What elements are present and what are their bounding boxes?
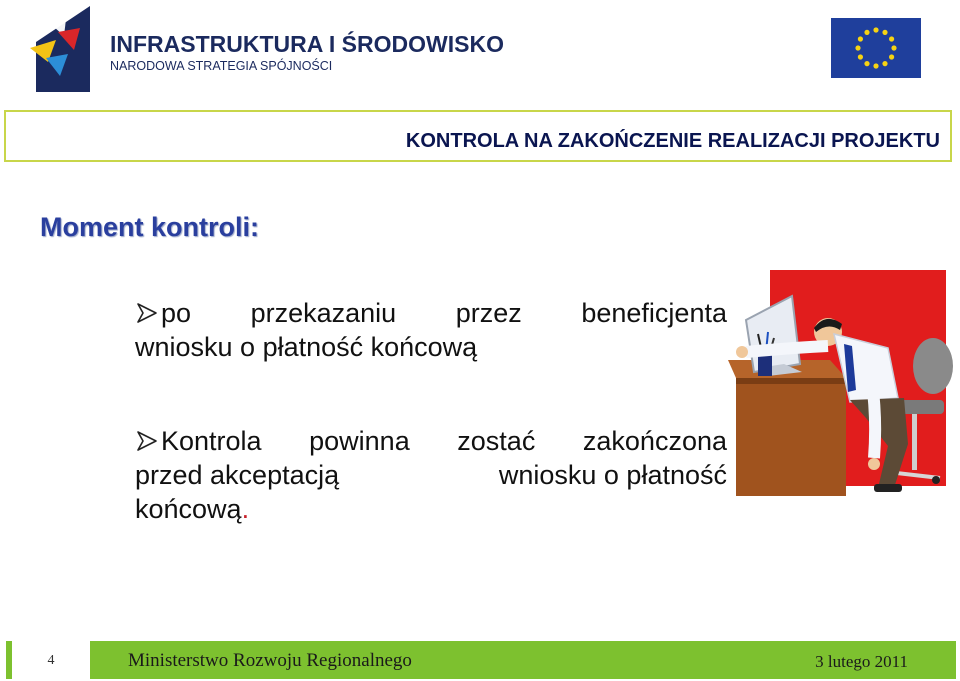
bullet-word-first: [135, 424, 262, 458]
bullet-word-first: [135, 296, 191, 330]
bullet-item: [135, 424, 727, 526]
bullet-word: zostać: [457, 426, 536, 456]
program-subtitle: NARODOWA STRATEGIA SPÓJNOŚCI: [110, 59, 333, 73]
arrow-bullet-icon: [135, 429, 159, 453]
bullet-line: [135, 330, 727, 364]
arrow-bullet-icon: [135, 301, 159, 325]
slide-title: KONTROLA NA ZAKOŃCZENIE REALIZACJI PROJEKTU: [405, 130, 940, 152]
slide-number: 4: [12, 641, 90, 679]
title-bar: [4, 110, 952, 162]
bullet-line: [135, 424, 727, 458]
bullet-text: końcową: [135, 494, 242, 524]
slide-date: 3 lutego 2011: [815, 652, 908, 671]
bullet-word: Kontrola: [161, 426, 262, 456]
eu-flag-icon: [831, 18, 921, 78]
bullet-word: beneficjenta: [581, 298, 727, 328]
tired-office-worker-icon: [728, 268, 958, 500]
bullet-word: powinna: [309, 426, 410, 456]
bullet-line: [135, 296, 727, 330]
bullet-word: zakończona: [582, 426, 727, 456]
bullet-word: przekazaniu: [250, 298, 397, 328]
bullet-word: przez: [455, 298, 522, 328]
section-heading: Moment kontroli:: [40, 212, 259, 242]
bullet-text: wniosku o płatność: [498, 460, 727, 490]
trailing-mark: .: [241, 494, 250, 524]
bullet-text: wniosku o płatność końcową: [135, 332, 478, 362]
bullet-line: [135, 492, 727, 526]
bullet-word: po: [161, 298, 192, 328]
program-name: INFRASTRUKTURA I ŚRODOWISKO: [110, 31, 504, 57]
bullet-item: [135, 296, 727, 364]
footer-bar: [6, 641, 956, 679]
ministry-name: Ministerstwo Rozwoju Regionalnego: [128, 650, 412, 671]
bullet-line: [135, 458, 727, 492]
infrastruktura-logo-icon: [28, 2, 90, 92]
bullet-text: przed akceptacją: [135, 460, 340, 490]
